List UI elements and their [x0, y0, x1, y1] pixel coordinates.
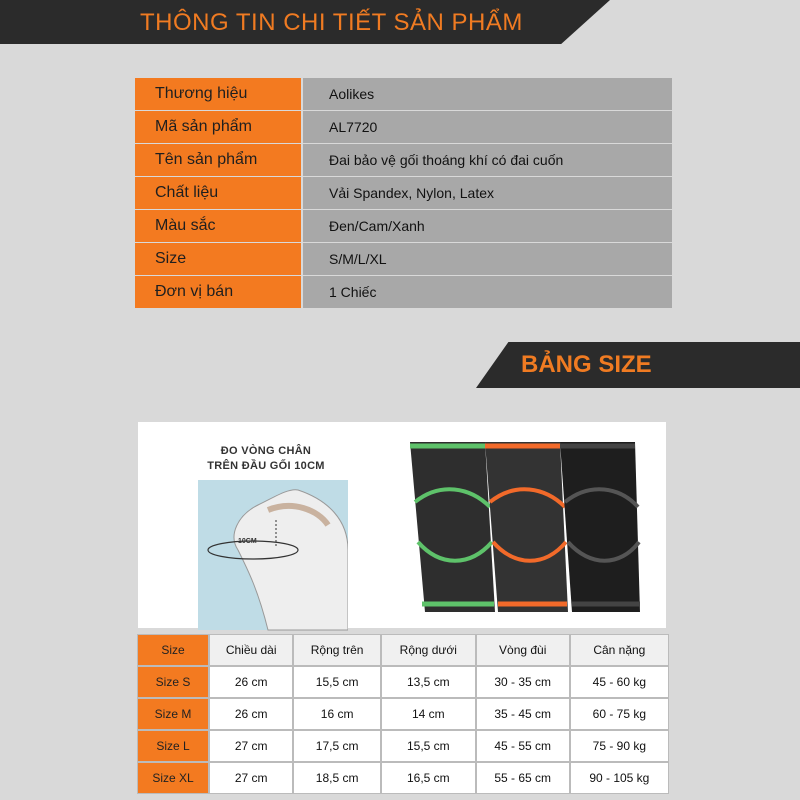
size-table-header: Vòng đùi: [476, 634, 570, 666]
spec-label: Màu sắc: [135, 210, 303, 242]
spec-value: 1 Chiếc: [303, 276, 672, 308]
spec-table: [135, 78, 672, 309]
spec-row-material: [135, 177, 672, 210]
spec-value: Đen/Cam/Xanh: [303, 210, 672, 242]
knee-brace-green: [410, 442, 495, 612]
knee-brace-black: [560, 442, 640, 612]
spec-value: S/M/L/XL: [303, 243, 672, 275]
leg-measure-illustration: [198, 480, 348, 640]
size-cell: Size S: [137, 666, 209, 698]
product-photo-panel: [138, 422, 666, 628]
size-table: [137, 634, 669, 794]
spec-row-color: [135, 210, 672, 243]
table-cell: 18,5 cm: [293, 762, 381, 794]
spec-row-brand: [135, 78, 672, 111]
measure-tag: 10CM: [238, 538, 257, 545]
table-cell: 55 - 65 cm: [476, 762, 570, 794]
spec-label: Chất liệu: [135, 177, 303, 209]
spec-row-size: [135, 243, 672, 276]
spec-label: Đơn vị bán: [135, 276, 303, 308]
size-table-header: Rộng trên: [293, 634, 381, 666]
spec-label: Tên sản phẩm: [135, 144, 303, 176]
size-cell: Size L: [137, 730, 209, 762]
knee-brace-orange: [485, 442, 568, 612]
spec-label: Mã sản phẩm: [135, 111, 303, 143]
size-table-header: Cân nặng: [570, 634, 669, 666]
table-row: [137, 698, 669, 730]
table-cell: 15,5 cm: [293, 666, 381, 698]
table-cell: 60 - 75 kg: [570, 698, 669, 730]
table-cell: 17,5 cm: [293, 730, 381, 762]
measure-caption-line2: TRÊN ĐẦU GỐI 10CM: [207, 460, 325, 472]
table-cell: 14 cm: [381, 698, 476, 730]
size-cell: Size M: [137, 698, 209, 730]
table-cell: 13,5 cm: [381, 666, 476, 698]
table-cell: 35 - 45 cm: [476, 698, 570, 730]
measure-caption: [196, 444, 336, 474]
size-table-header-row: [137, 634, 669, 666]
table-cell: 45 - 60 kg: [570, 666, 669, 698]
table-row: [137, 762, 669, 794]
table-cell: 45 - 55 cm: [476, 730, 570, 762]
measure-caption-line1: ĐO VÒNG CHÂN: [220, 445, 312, 457]
table-cell: 16,5 cm: [381, 762, 476, 794]
spec-row-sku: [135, 111, 672, 144]
table-cell: 15,5 cm: [381, 730, 476, 762]
spec-label: Thương hiệu: [135, 78, 303, 110]
table-row: [137, 730, 669, 762]
spec-value: AL7720: [303, 111, 672, 143]
table-cell: 16 cm: [293, 698, 381, 730]
size-table-header: Size: [137, 634, 209, 666]
table-row: [137, 666, 669, 698]
table-cell: 90 - 105 kg: [570, 762, 669, 794]
table-cell: 27 cm: [209, 762, 293, 794]
table-cell: 30 - 35 cm: [476, 666, 570, 698]
size-table-header: Chiều dài: [209, 634, 293, 666]
size-cell: Size XL: [137, 762, 209, 794]
table-cell: 27 cm: [209, 730, 293, 762]
spec-label: Size: [135, 243, 303, 275]
page-title: THÔNG TIN CHI TIẾT SẢN PHẨM: [140, 9, 523, 36]
spec-row-name: [135, 144, 672, 177]
size-section-title: BẢNG SIZE: [521, 351, 652, 378]
table-cell: 75 - 90 kg: [570, 730, 669, 762]
table-cell: 26 cm: [209, 698, 293, 730]
table-cell: 26 cm: [209, 666, 293, 698]
spec-value: Aolikes: [303, 78, 672, 110]
spec-row-unit: [135, 276, 672, 309]
size-table-header: Rộng dưới: [381, 634, 476, 666]
knee-brace-product-image: [400, 432, 660, 622]
spec-value: Đai bảo vệ gối thoáng khí có đai cuốn: [303, 144, 672, 176]
spec-value: Vải Spandex, Nylon, Latex: [303, 177, 672, 209]
